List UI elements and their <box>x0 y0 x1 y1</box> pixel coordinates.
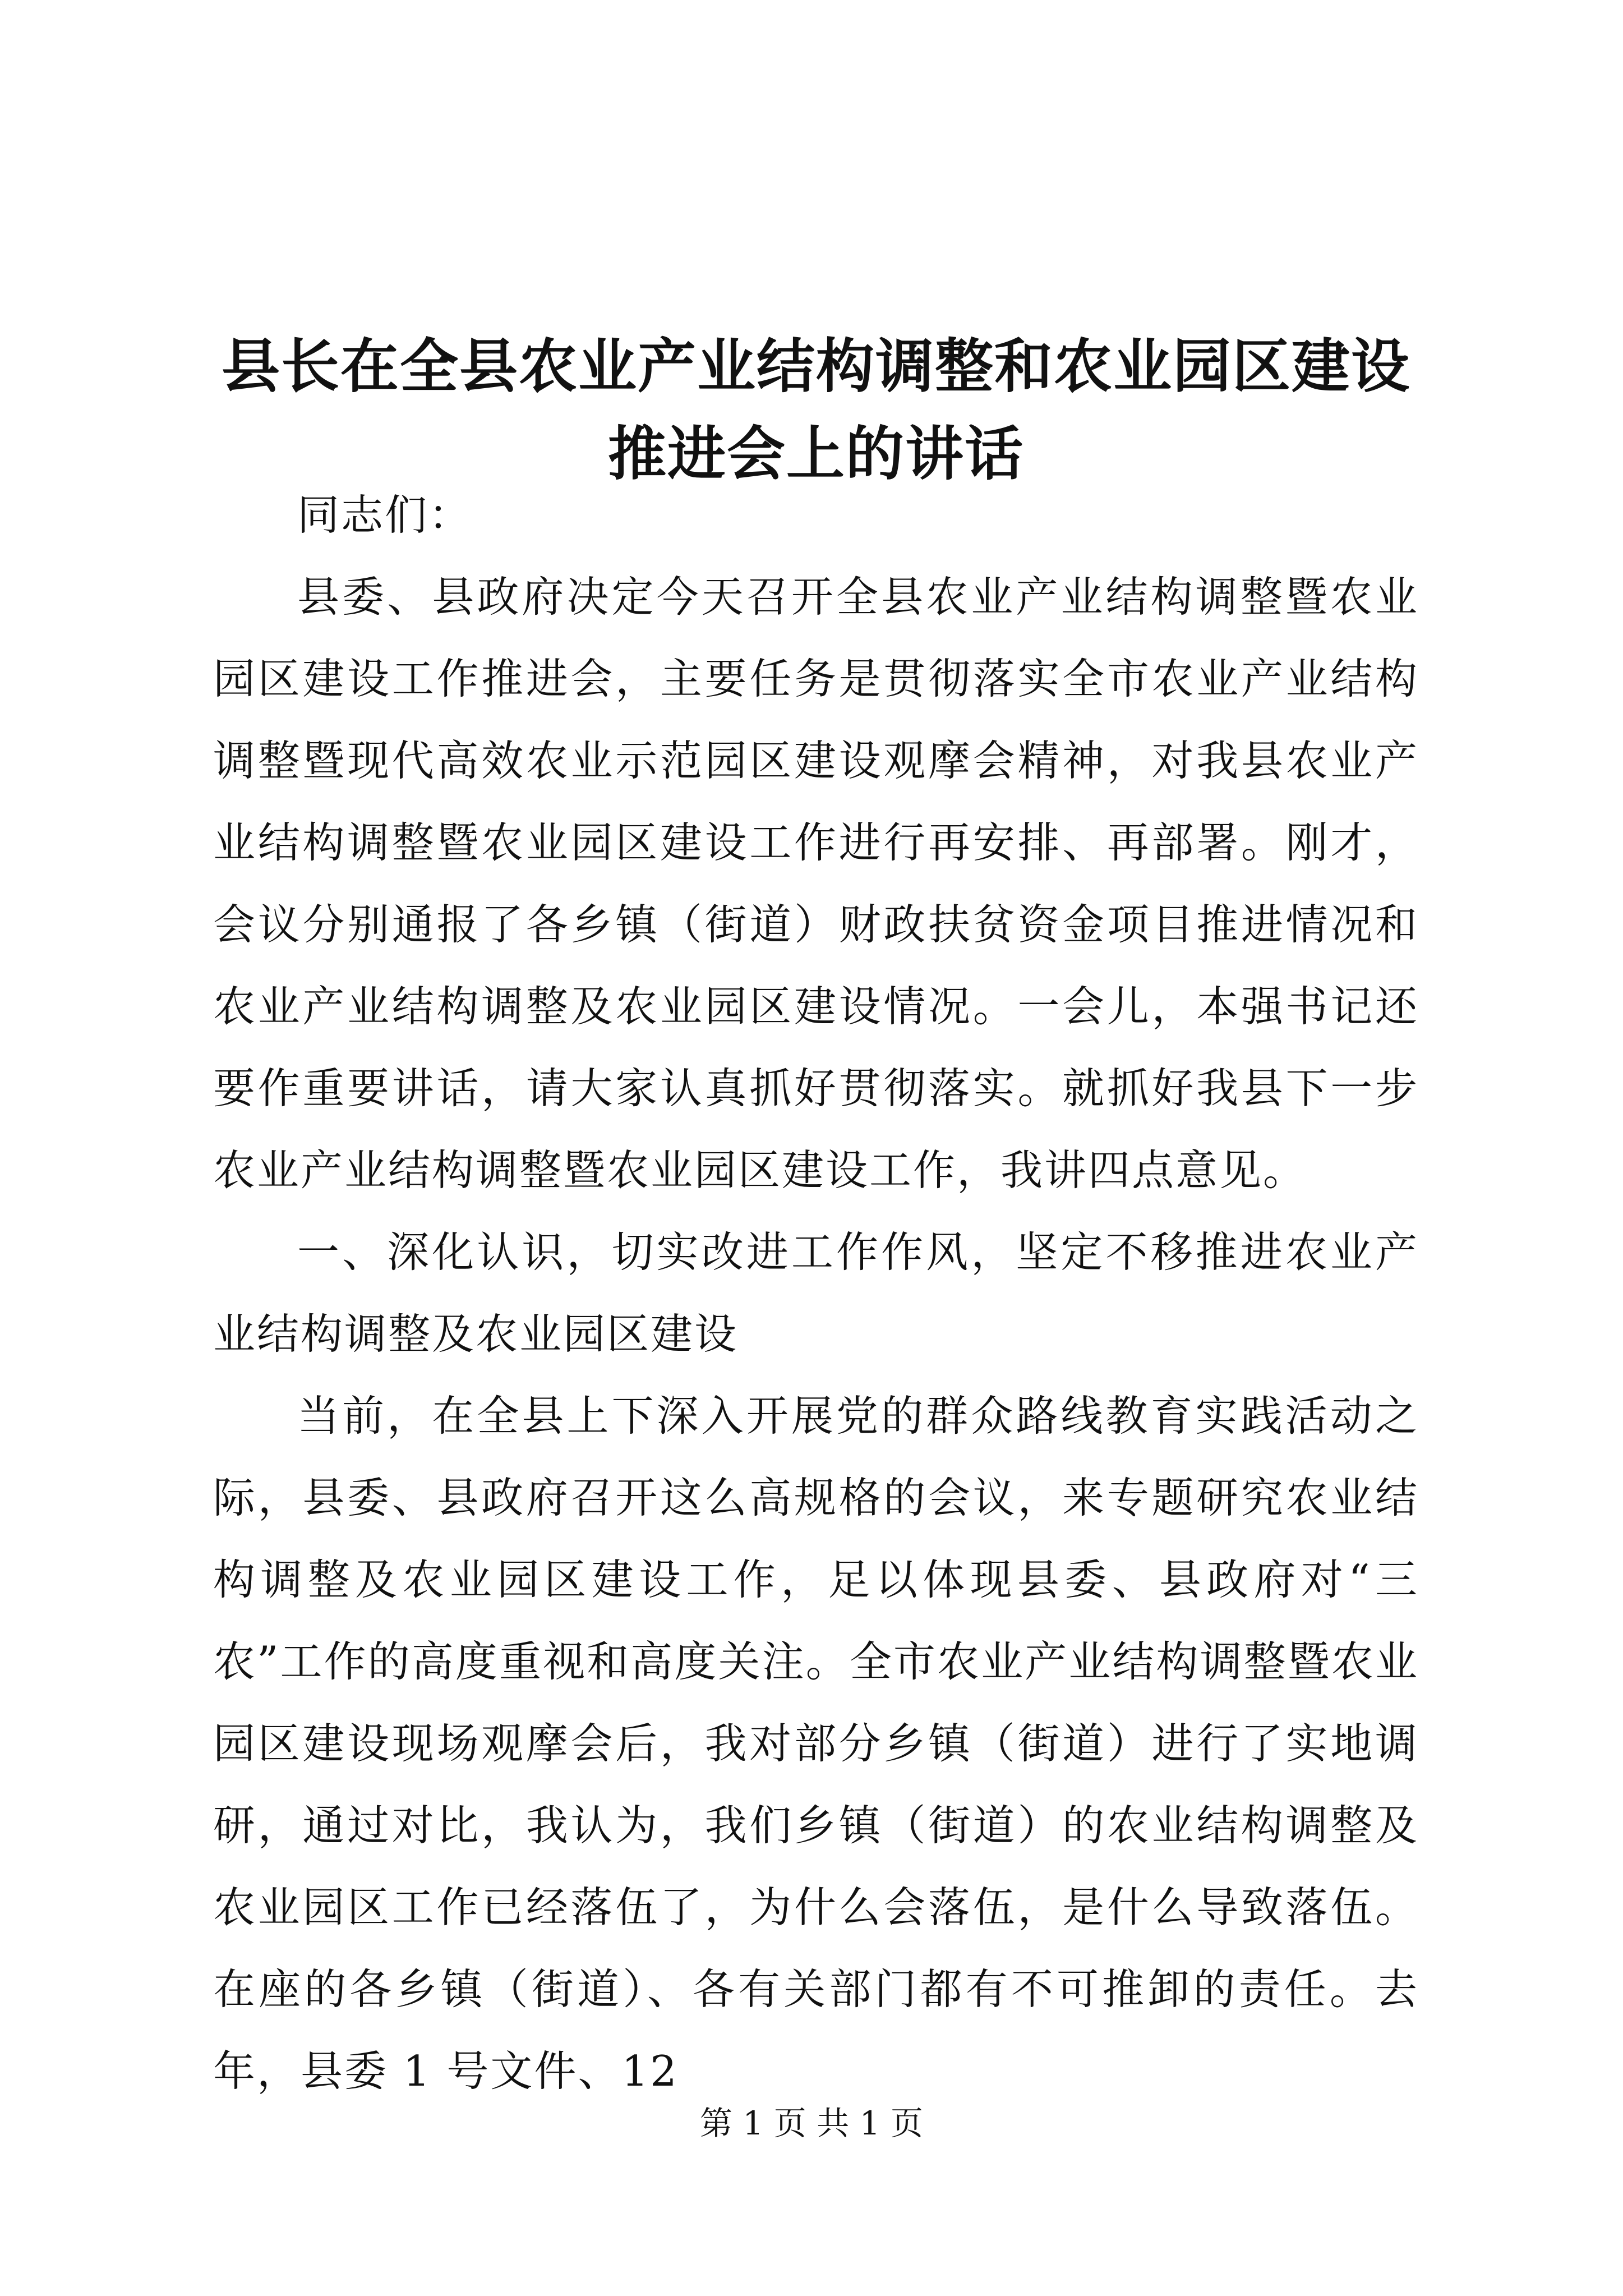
document-title <box>213 323 1419 498</box>
salutation: 同志们： <box>297 490 473 540</box>
title-line-2: 推进会上的讲话 <box>607 418 1024 488</box>
title-line-1: 县长在全县农业产业结构调整和农业园区建设 <box>221 331 1410 401</box>
document-body <box>213 474 1419 2112</box>
paragraph-section-1: 当前，在全县上下深入开展党的群众路线教育实践活动之际，县委、县政府召开这么高规格的会议，来专题研究农业结构调整及农业园区建设工作，足以体现县委、县政府对“三农”工作的高度重视和高度关注。全市农业产业结构调整暨农业园区建设现场观摩会后，我对部分乡镇（街道）进行了实地调研，通过对比，我认为，我们乡镇（街道）的农业结构调整及农业园区工作已经落伍了，为什么会落伍，是什么导致落伍。在座的各乡镇（街道）、各有关部门都有不可推卸的责任。去年，县委 1 号文件、12 <box>213 1391 1419 2096</box>
page-footer: 第 1 页 共 1 页 <box>700 2104 923 2142</box>
section-heading-1: 一、深化认识，切实改进工作作风，坚定不移推进农业产业结构调整及农业园区建设 <box>213 1227 1419 1359</box>
paragraph-intro: 县委、县政府决定今天召开全县农业产业结构调整暨农业园区建设工作推进会，主要任务是贯彻落实全市农业产业结构调整暨现代高效农业示范园区建设观摩会精神，对我县农业产业结构调整暨农业园区建设工作进行再安排、再部署。刚才，会议分别通报了各乡镇（街道）财政扶贫资金项目推进情况和农业产业结构调整及农业园区建设情况。一会儿，本强书记还要作重要讲话，请大家认真抓好贯彻落实。就抓好我县下一步农业产业结构调整暨农业园区建设工作，我讲四点意见。 <box>213 572 1419 1195</box>
